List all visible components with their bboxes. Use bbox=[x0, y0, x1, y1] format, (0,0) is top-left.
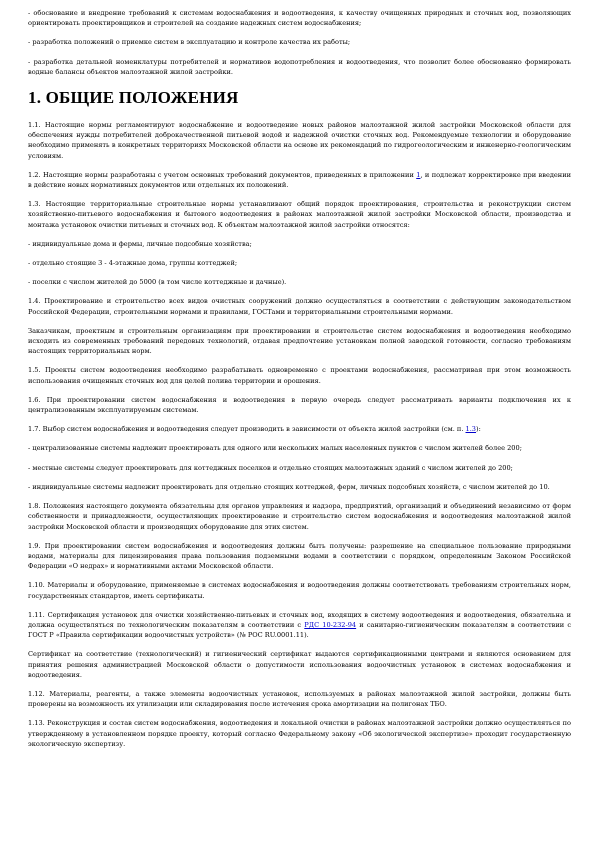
paragraph-1-3: 1.3. Настоящие территориальные строительные нормы устанавливают общий порядок проектирования, строительства и реконструкции систем хозяйственно-питьевого водоснабжения и бытового водоотведения в районах малоэтажной жилой застройки Московской области, производства и монтажа установок очистки питьевых и сточных вод. К объектам малоэтажной жилой застройки относятся: bbox=[28, 200, 571, 229]
list-item-individual-systems: - индивидуальные системы надлежит проектировать для отдельно стоящих коттеджей, ферм, личных подсобных хозяйств, с числом жителей до 10. bbox=[28, 482, 550, 491]
paragraph-1-11 bbox=[28, 610, 571, 641]
paragraph-1-12: 1.12. Материалы, реагенты, а также элементы водоочистных установок, используемых в районах малоэтажной жилой застройки, должны быть проверены на возможность их утилизации или складирования после истечения срока амортизации на полигонах ТБО. bbox=[28, 689, 571, 709]
paragraph-1-11-text-start: 1.11. Сертификация установок для очистки хозяйственно-питьевых и сточных вод, входящих в систему водоотведения и водоотведения, обязательна и должна осуществляться по технологическим показателям в соответствии с bbox=[28, 610, 571, 629]
paragraph-1-7-text-end: ): bbox=[476, 425, 481, 434]
list-item-local: - местные системы следует проектировать для коттеджных поселков и отдельно стоящих малоэтажных зданий с числом жителей до 200; bbox=[28, 463, 513, 472]
paragraph-1-8: 1.8. Положения настоящего документа обязательны для органов управления и надзора, предприятий, организаций и объединений независимо от форм собственности и принадлежности, осуществляющих проектирование и строительство систем водоснабжения и водоотведения малоэтажной жилой застройки Московской области и производящих оборудование для этих систем. bbox=[28, 502, 571, 531]
list-item-individual: - индивидуальные дома и фермы, личные подсобные хозяйства; bbox=[28, 239, 252, 248]
appendix-1-link[interactable]: 1 bbox=[416, 170, 421, 179]
paragraph-1-11-text-end: и санитарно-гигиеническим показателям в соответствии с ГОСТ Р «Правила сертификации водоочистных устройств» (№ РОС RU.0001.11). bbox=[28, 620, 572, 640]
paragraph-1-10: 1.10. Материалы и оборудование, применяемые в системах водоснабжения и водоотведения должны соответствовать требованиям строительных норм, государственных стандартов, иметь сертификаты. bbox=[28, 581, 571, 600]
intro-item: - разработка положений о приемке систем в эксплуатацию и контроле качества их работы; bbox=[28, 38, 351, 47]
paragraph-1-7-text-start: 1.7. Выбор систем водоснабжения и водоотведения следует производить в зависимости от объекта жилой застройки (см. п. bbox=[28, 425, 466, 434]
paragraph-1-6: 1.6. При проектировании систем водоснабжения и водоотведения в первую очередь следует рассматривать варианты подключения их к централизованным эксплуатируемым системам. bbox=[28, 395, 571, 415]
paragraph-certificate: Сертификат на соответствие (технологический) и гигиенический сертификат выдаются сертификационными центрами и являются основанием для принятия решения администрацией Московской области о допустимости использования водоочистных установок в системах водоснабжения и водоотведения. bbox=[28, 650, 571, 679]
paragraph-1-9: 1.9. При проектировании систем водоснабжения и водоотведения должны быть получены: разрешение на специальное пользование природными водами, материалы для лицензирования права пользования подземными водами в соответствии с порядком, определенным Законом Российской Федерации «О недрах» и нормативными актами Московской области. bbox=[28, 541, 571, 571]
intro-item: - разработка детальной номенклатуры потребителей и нормативов водопотребления и водоотведения, что позволит более обоснованно формировать водные балансы объектов малоэтажной жилой застройки. bbox=[28, 57, 571, 76]
paragraph-1-7 bbox=[28, 424, 571, 434]
clause-1-3-link[interactable]: 1.3 bbox=[465, 425, 477, 434]
rds-link[interactable]: РДС 10-232-94 bbox=[304, 620, 357, 629]
list-item-centralized: - централизованные системы надлежит проектировать для одного или нескольких малых населенных пунктов с числом жителей более 200; bbox=[28, 444, 522, 453]
paragraph-1-5: 1.5. Проекты систем водоотведения необходимо разрабатывать одновременно с проектами водоснабжения, рассматривая при этом возможность использования очищенных сточных вод для целей полива территории и орошения. bbox=[28, 366, 571, 385]
paragraph-customers: Заказчикам, проектным и строительным организациям при проектировании и строительстве систем водоснабжения и водоотведения необходимо исходить из современных требований передовых технологий, отдавая предпочтение установкам полной заводской готовности, согласно требованиям настоящих территориальных норм. bbox=[28, 326, 571, 356]
list-item-multistorey: - отдельно стоящие 3 - 4-этажные дома, группы коттеджей; bbox=[28, 259, 238, 268]
paragraph-1-13: 1.13. Реконструкция и состав систем водоснабжения, водоотведения и локальной очистки в районах малоэтажной застройки должно осуществляться по утвержденному в установленном порядке проекту, который согласно Федеральному закону «Об экологической экспертизе» проходит государственную экологическую экспертизу. bbox=[28, 719, 571, 748]
paragraph-1-2-text-start: 1.2. Настоящие нормы разработаны с учетом основных требований документов, приведенных в приложении bbox=[28, 170, 417, 179]
list-item-settlements: - поселки с числом жителей до 5000 (в том числе коттеджные и дачные). bbox=[28, 278, 287, 287]
intro-item: - обоснование и внедрение требований к системам водоснабжения и водоотведения, к качеству очищенных природных и сточных вод, позволяющих ориентировать проектировщиков и строителей на создание надежных систем водоснабжения; bbox=[28, 9, 571, 28]
section-heading: 1. ОБЩИЕ ПОЛОЖЕНИЯ bbox=[28, 88, 239, 108]
paragraph-1-1: 1.1. Настоящие нормы регламентируют водоснабжение и водоотведение новых районов малоэтажной жилой застройки Московской области для обеспечения нужды потребителей доброкачественной питьевой водой и надежной очистки сточных вод. Рекомендуемые технологии и оборудование необходимо применять в конкретных территориях Московской области на основе их рекомендаций по гидрогеологическим и инженерно-геологическим условиям. bbox=[28, 121, 571, 160]
paragraph-1-2-text-end: , и подлежат корректировке при введении в действие новых нормативных документов или отдельных их положений. bbox=[28, 170, 571, 190]
paragraph-1-2 bbox=[28, 170, 571, 190]
paragraph-1-4: 1.4. Проектирование и строительство всех видов очистных сооружений должно осуществляться в соответствии с действующим законодательством Российской Федерации, строительными нормами и правилами, ГОСТами и территориальными строительными нормами. bbox=[28, 297, 571, 316]
